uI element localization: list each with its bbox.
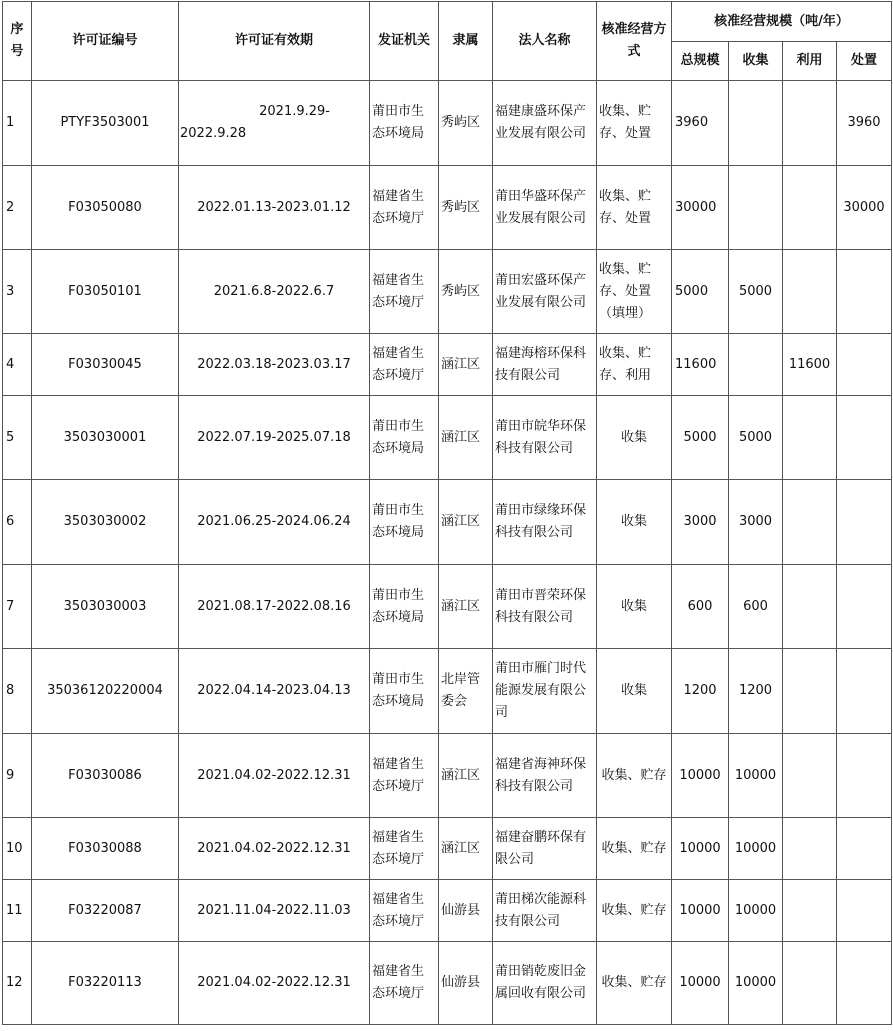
cell-legal-name: 莆田市雁门时代能源发展有限公司 bbox=[493, 649, 597, 734]
cell-utilize bbox=[783, 818, 837, 880]
cell-seq: 11 bbox=[3, 880, 32, 942]
cell-collect: 10000 bbox=[729, 734, 783, 818]
cell-dispose bbox=[837, 250, 892, 334]
cell-seq: 6 bbox=[3, 480, 32, 565]
cell-legal-name: 福建奋鹏环保有限公司 bbox=[493, 818, 597, 880]
cell-dispose bbox=[837, 480, 892, 565]
cell-mode: 收集 bbox=[597, 480, 672, 565]
cell-issuer: 福建省生态环境厅 bbox=[370, 734, 439, 818]
cell-district: 秀屿区 bbox=[439, 166, 493, 250]
cell-seq: 9 bbox=[3, 734, 32, 818]
cell-mode: 收集 bbox=[597, 649, 672, 734]
cell-validity: 2021.04.02-2022.12.31 bbox=[179, 818, 370, 880]
cell-permit-no: F03030088 bbox=[32, 818, 179, 880]
cell-district: 仙游县 bbox=[439, 942, 493, 1025]
cell-seq: 4 bbox=[3, 334, 32, 396]
cell-utilize bbox=[783, 81, 837, 166]
table-row bbox=[3, 880, 892, 942]
cell-district: 涵江区 bbox=[439, 480, 493, 565]
cell-dispose bbox=[837, 942, 892, 1025]
cell-legal-name: 莆田华盛环保产业发展有限公司 bbox=[493, 166, 597, 250]
cell-total: 11600 bbox=[672, 334, 729, 396]
cell-seq: 10 bbox=[3, 818, 32, 880]
cell-mode: 收集、贮存、处置 bbox=[597, 81, 672, 166]
cell-total: 1200 bbox=[672, 649, 729, 734]
table-row bbox=[3, 334, 892, 396]
cell-collect: 5000 bbox=[729, 396, 783, 480]
cell-dispose bbox=[837, 818, 892, 880]
table-row bbox=[3, 818, 892, 880]
cell-district: 秀屿区 bbox=[439, 250, 493, 334]
cell-validity: 2021.08.17-2022.08.16 bbox=[179, 565, 370, 649]
header-legal-name: 法人名称 bbox=[493, 2, 597, 81]
cell-total: 600 bbox=[672, 565, 729, 649]
cell-mode: 收集、贮存、利用 bbox=[597, 334, 672, 396]
cell-validity: 2021.11.04-2022.11.03 bbox=[179, 880, 370, 942]
cell-issuer: 莆田市生态环境局 bbox=[370, 565, 439, 649]
cell-legal-name: 莆田市绿缘环保科技有限公司 bbox=[493, 480, 597, 565]
header-district: 隶属 bbox=[439, 2, 493, 81]
cell-district: 涵江区 bbox=[439, 565, 493, 649]
cell-validity-start: 2021.9.29- bbox=[259, 104, 330, 119]
cell-issuer: 福建省生态环境厅 bbox=[370, 942, 439, 1025]
cell-validity: 2022.07.19-2025.07.18 bbox=[179, 396, 370, 480]
cell-seq: 1 bbox=[3, 81, 32, 166]
cell-district: 北岸管委会 bbox=[439, 649, 493, 734]
cell-validity bbox=[179, 81, 370, 166]
permit-table bbox=[2, 1, 892, 1025]
cell-permit-no: F03050080 bbox=[32, 166, 179, 250]
cell-dispose bbox=[837, 396, 892, 480]
cell-dispose bbox=[837, 334, 892, 396]
cell-mode: 收集、贮存、处置（填埋） bbox=[597, 250, 672, 334]
table-row bbox=[3, 81, 892, 166]
cell-validity: 2021.6.8-2022.6.7 bbox=[179, 250, 370, 334]
cell-permit-no: 35036120220004 bbox=[32, 649, 179, 734]
cell-mode: 收集 bbox=[597, 396, 672, 480]
cell-district: 涵江区 bbox=[439, 396, 493, 480]
cell-seq: 2 bbox=[3, 166, 32, 250]
cell-mode: 收集 bbox=[597, 565, 672, 649]
cell-dispose bbox=[837, 880, 892, 942]
cell-collect bbox=[729, 166, 783, 250]
cell-total: 30000 bbox=[672, 166, 729, 250]
cell-issuer: 福建省生态环境厅 bbox=[370, 880, 439, 942]
cell-dispose: 30000 bbox=[837, 166, 892, 250]
cell-total: 5000 bbox=[672, 396, 729, 480]
cell-validity: 2021.04.02-2022.12.31 bbox=[179, 734, 370, 818]
cell-legal-name: 福建省海神环保科技有限公司 bbox=[493, 734, 597, 818]
cell-collect: 600 bbox=[729, 565, 783, 649]
cell-issuer: 福建省生态环境厅 bbox=[370, 166, 439, 250]
cell-total: 5000 bbox=[672, 250, 729, 334]
cell-mode: 收集、贮存 bbox=[597, 734, 672, 818]
cell-legal-name: 莆田宏盛环保产业发展有限公司 bbox=[493, 250, 597, 334]
cell-collect: 3000 bbox=[729, 480, 783, 565]
cell-utilize bbox=[783, 734, 837, 818]
cell-issuer: 莆田市生态环境局 bbox=[370, 480, 439, 565]
cell-dispose bbox=[837, 649, 892, 734]
cell-total: 10000 bbox=[672, 880, 729, 942]
cell-district: 涵江区 bbox=[439, 818, 493, 880]
cell-validity: 2022.03.18-2023.03.17 bbox=[179, 334, 370, 396]
cell-utilize bbox=[783, 166, 837, 250]
cell-permit-no: 3503030002 bbox=[32, 480, 179, 565]
cell-permit-no: 3503030003 bbox=[32, 565, 179, 649]
cell-total: 3960 bbox=[672, 81, 729, 166]
table-row bbox=[3, 396, 892, 480]
cell-validity: 2022.04.14-2023.04.13 bbox=[179, 649, 370, 734]
cell-seq: 7 bbox=[3, 565, 32, 649]
cell-issuer: 莆田市生态环境局 bbox=[370, 649, 439, 734]
cell-issuer: 莆田市生态环境局 bbox=[370, 81, 439, 166]
cell-collect: 10000 bbox=[729, 818, 783, 880]
cell-seq: 5 bbox=[3, 396, 32, 480]
cell-collect: 5000 bbox=[729, 250, 783, 334]
table-row bbox=[3, 166, 892, 250]
header-permit-no: 许可证编号 bbox=[32, 2, 179, 81]
cell-permit-no: F03220087 bbox=[32, 880, 179, 942]
header-seq: 序号 bbox=[3, 2, 32, 81]
cell-issuer: 福建省生态环境厅 bbox=[370, 334, 439, 396]
cell-mode: 收集、贮存 bbox=[597, 880, 672, 942]
cell-legal-name: 福建康盛环保产业发展有限公司 bbox=[493, 81, 597, 166]
table-row bbox=[3, 649, 892, 734]
cell-legal-name: 莆田梯次能源科技有限公司 bbox=[493, 880, 597, 942]
cell-seq: 12 bbox=[3, 942, 32, 1025]
table-row bbox=[3, 250, 892, 334]
cell-dispose: 3960 bbox=[837, 81, 892, 166]
table-row bbox=[3, 942, 892, 1025]
header-scale-group: 核准经营规模（吨/年） bbox=[672, 2, 892, 42]
cell-collect bbox=[729, 81, 783, 166]
table-row bbox=[3, 480, 892, 565]
cell-collect bbox=[729, 334, 783, 396]
cell-total: 10000 bbox=[672, 942, 729, 1025]
cell-legal-name: 莆田市皖华环保科技有限公司 bbox=[493, 396, 597, 480]
header-collect: 收集 bbox=[729, 42, 783, 81]
cell-issuer: 莆田市生态环境局 bbox=[370, 396, 439, 480]
cell-validity: 2021.06.25-2024.06.24 bbox=[179, 480, 370, 565]
cell-permit-no: F03220113 bbox=[32, 942, 179, 1025]
cell-utilize bbox=[783, 480, 837, 565]
cell-mode: 收集、贮存 bbox=[597, 818, 672, 880]
cell-permit-no: F03030045 bbox=[32, 334, 179, 396]
cell-collect: 10000 bbox=[729, 942, 783, 1025]
cell-mode: 收集、贮存、处置 bbox=[597, 166, 672, 250]
cell-issuer: 福建省生态环境厅 bbox=[370, 250, 439, 334]
cell-permit-no: F03030086 bbox=[32, 734, 179, 818]
cell-utilize bbox=[783, 942, 837, 1025]
cell-utilize bbox=[783, 565, 837, 649]
cell-utilize bbox=[783, 880, 837, 942]
cell-utilize bbox=[783, 250, 837, 334]
table-row bbox=[3, 734, 892, 818]
cell-collect: 1200 bbox=[729, 649, 783, 734]
header-total: 总规模 bbox=[672, 42, 729, 81]
cell-validity: 2021.04.02-2022.12.31 bbox=[179, 942, 370, 1025]
cell-validity-end: 2022.9.28 bbox=[180, 126, 247, 141]
cell-legal-name: 莆田销乾废旧金属回收有限公司 bbox=[493, 942, 597, 1025]
cell-total: 3000 bbox=[672, 480, 729, 565]
cell-total: 10000 bbox=[672, 734, 729, 818]
cell-district: 涵江区 bbox=[439, 734, 493, 818]
header-validity: 许可证有效期 bbox=[179, 2, 370, 81]
cell-collect: 10000 bbox=[729, 880, 783, 942]
cell-validity: 2022.01.13-2023.01.12 bbox=[179, 166, 370, 250]
header-issuer: 发证机关 bbox=[370, 2, 439, 81]
cell-district: 仙游县 bbox=[439, 880, 493, 942]
cell-utilize bbox=[783, 396, 837, 480]
table-row bbox=[3, 565, 892, 649]
cell-district: 秀屿区 bbox=[439, 81, 493, 166]
cell-district: 涵江区 bbox=[439, 334, 493, 396]
cell-utilize: 11600 bbox=[783, 334, 837, 396]
cell-seq: 8 bbox=[3, 649, 32, 734]
cell-permit-no: F03050101 bbox=[32, 250, 179, 334]
cell-seq: 3 bbox=[3, 250, 32, 334]
cell-utilize bbox=[783, 649, 837, 734]
cell-dispose bbox=[837, 734, 892, 818]
header-utilize: 利用 bbox=[783, 42, 837, 81]
cell-mode: 收集、贮存 bbox=[597, 942, 672, 1025]
cell-dispose bbox=[837, 565, 892, 649]
cell-issuer: 福建省生态环境厅 bbox=[370, 818, 439, 880]
header-dispose: 处置 bbox=[837, 42, 892, 81]
cell-total: 10000 bbox=[672, 818, 729, 880]
header-mode: 核准经营方式 bbox=[597, 2, 672, 81]
cell-legal-name: 福建海榕环保科技有限公司 bbox=[493, 334, 597, 396]
cell-permit-no: PTYF3503001 bbox=[32, 81, 179, 166]
cell-legal-name: 莆田市晋荣环保科技有限公司 bbox=[493, 565, 597, 649]
cell-permit-no: 3503030001 bbox=[32, 396, 179, 480]
